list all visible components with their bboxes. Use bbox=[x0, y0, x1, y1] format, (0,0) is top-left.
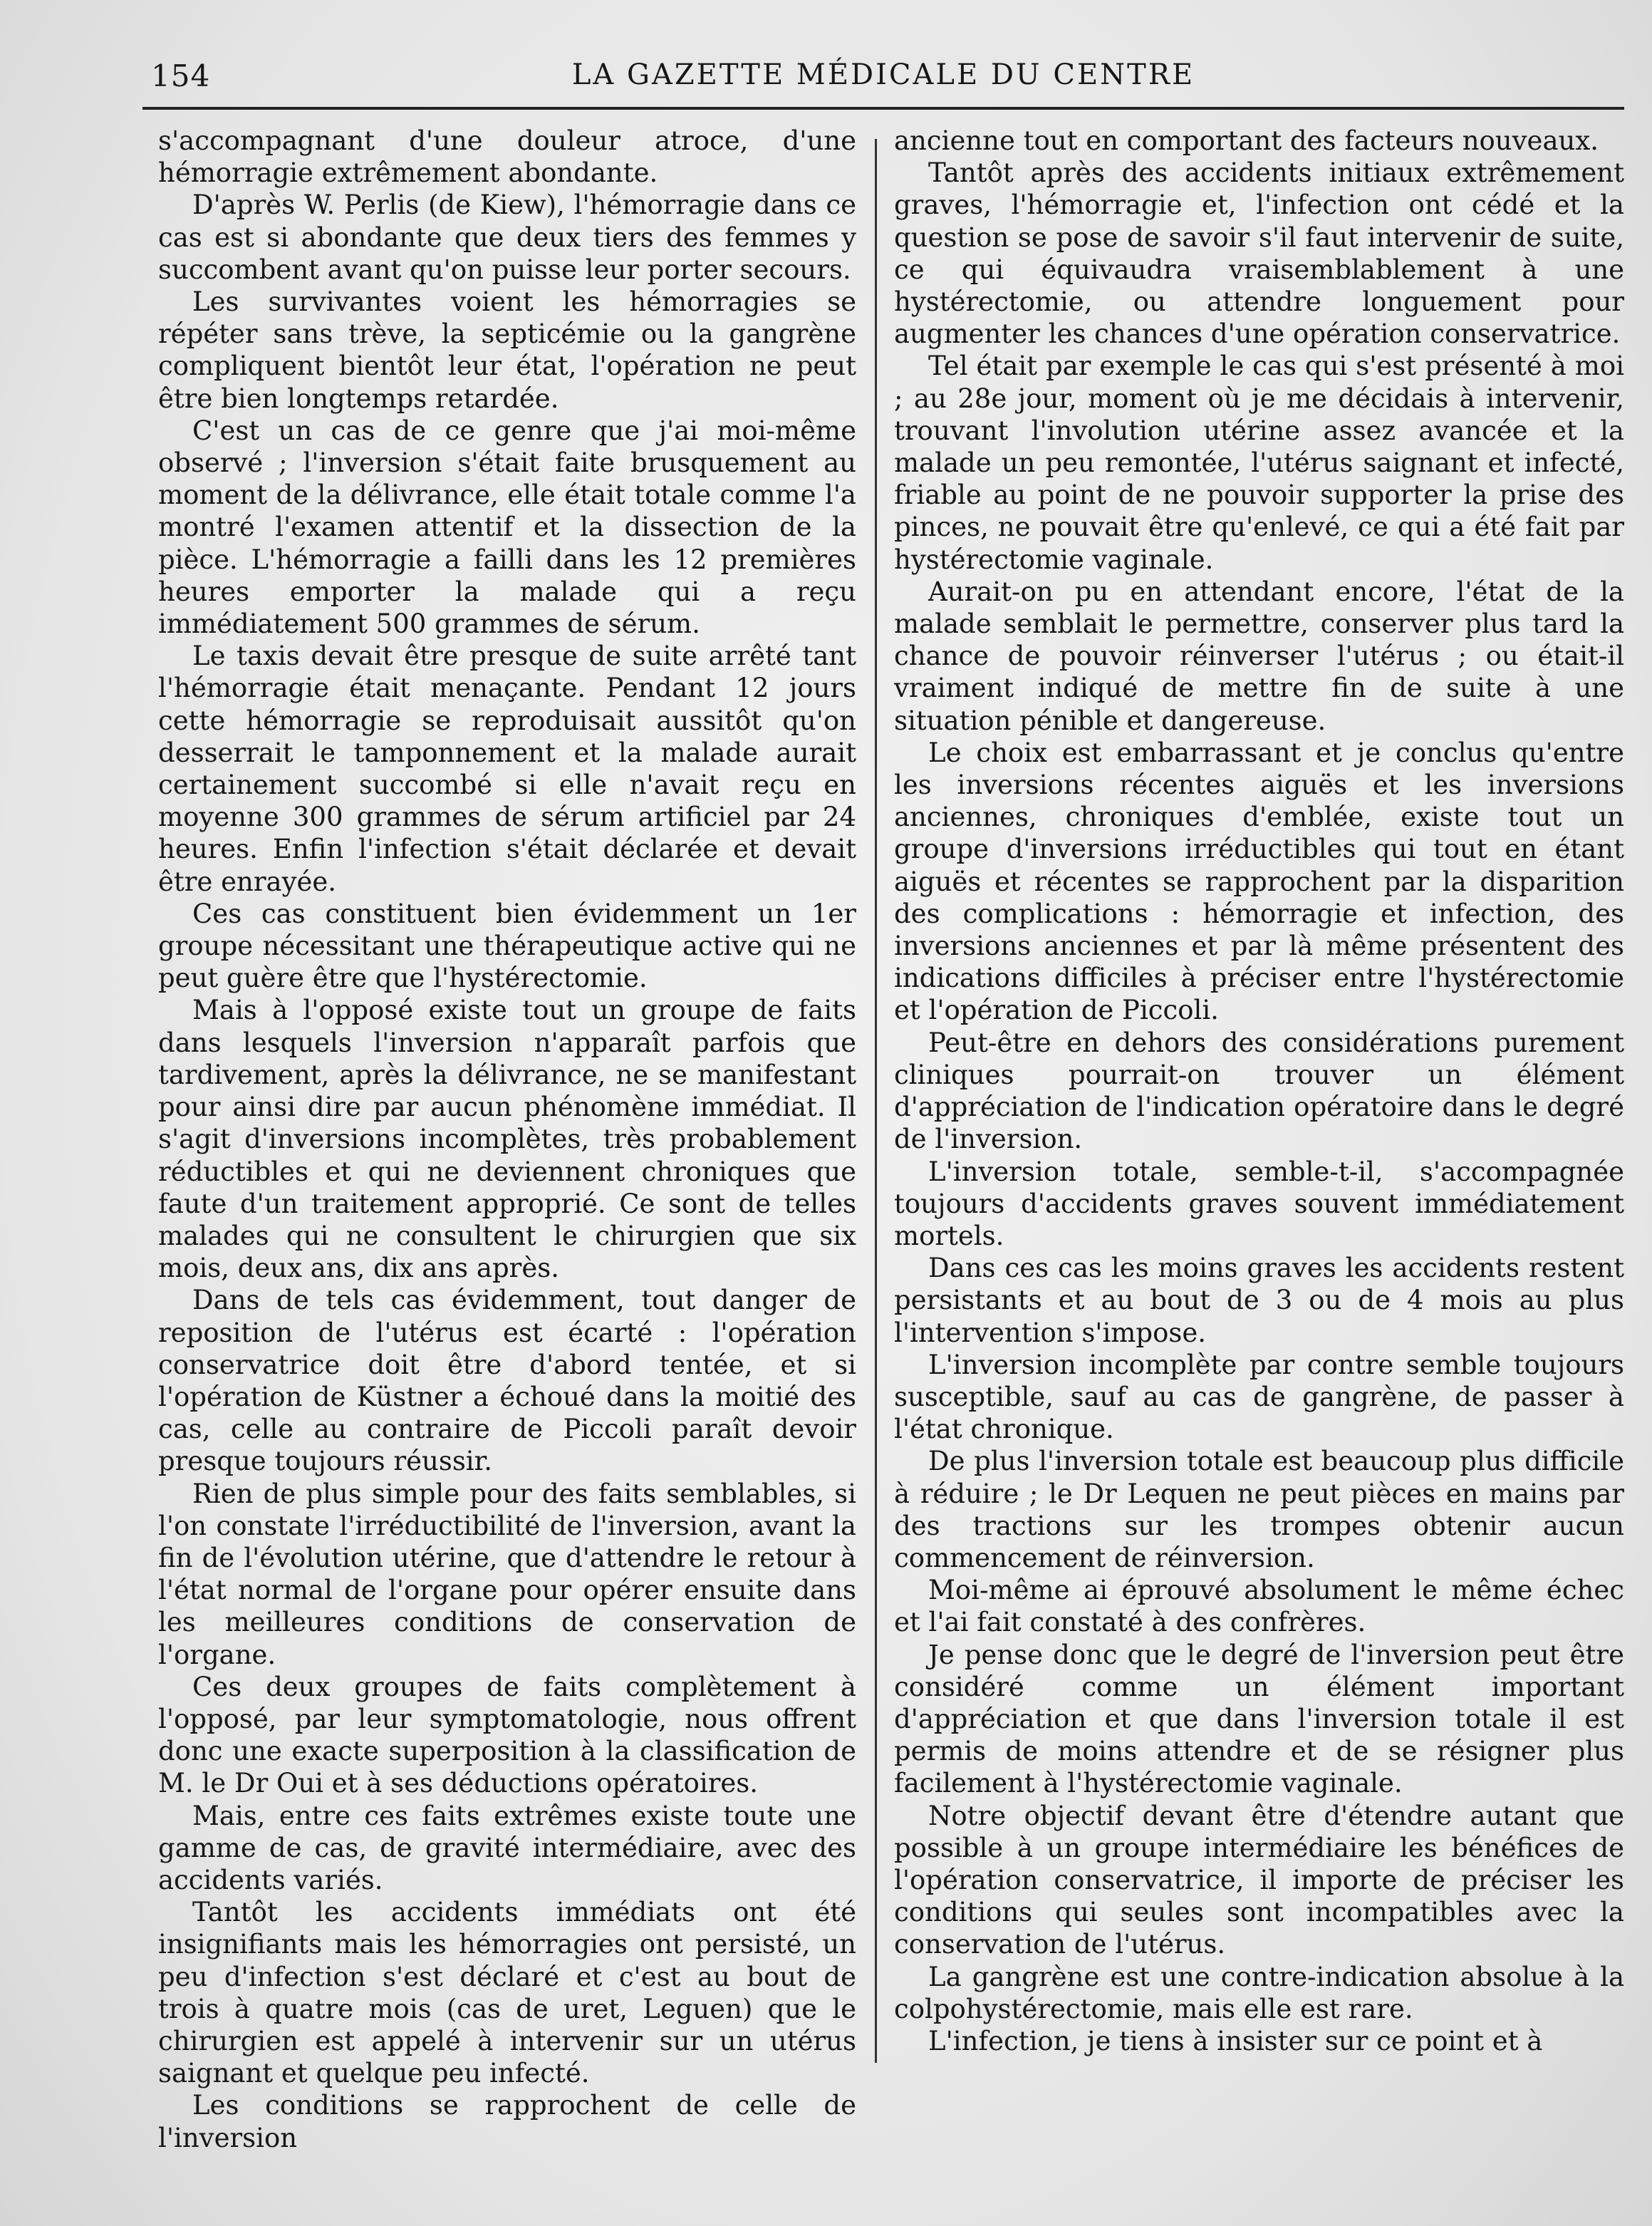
paragraph: Rien de plus simple pour des faits semblables, si l'on constate l'irréductibilité de l'inversion, avant la fin de l'évolution utérine, que d'attendre le retour à l'état normal de l'organe pour opérer ensuite dans les meilleures conditions de conservation de l'organe. bbox=[158, 1478, 856, 1670]
paragraph: Le taxis devait être presque de suite arrêté tant l'hémorragie était menaçante. Pendant 12 jours cette hémorragie se reproduisait aussitôt qu'on desserrait le tamponnement et la malade aurait certainement succombé si elle n'avait reçu en moyenne 300 grammes de sérum artificiel par 24 heures. Enfin l'infection s'était déclarée et devait être enrayée. bbox=[158, 641, 856, 897]
paragraph: Le choix est embarrassant et je conclus qu'entre les inversions récentes aiguës et les inversions anciennes, chroniques d'emblée, existe tout un groupe d'inversions irréductibles qui tout en étant aiguës et récentes se rapprochent par la disparition des complications : hémorragie et infection, des inversions anciennes et par là même présentent des indications difficiles à préciser entre l'hystérectomie et l'opération de Piccoli. bbox=[894, 737, 1624, 1026]
paragraph: C'est un cas de ce genre que j'ai moi-même observé ; l'inversion s'était faite brusquement au moment de la délivrance, elle était totale comme l'a montré l'examen attentif et la dissection de la pièce. L'hémorragie a failli dans les 12 premières heures emporter la malade qui a reçu immédiatement 500 grammes de sérum. bbox=[158, 415, 856, 640]
paragraph: L'infection, je tiens à insister sur ce point et à bbox=[928, 2025, 1543, 2056]
paragraph: Je pense donc que le degré de l'inversion peut être considéré comme un élément important d'appréciation et que dans l'inversion totale il est permis de moins attendre et de se résigner plus facilement à l'hystérectomie vaginale. bbox=[894, 1639, 1624, 1799]
paragraph: L'inversion totale, semble-t-il, s'accompagnée toujours d'accidents graves souvent immédiatement mortels. bbox=[894, 1156, 1624, 1251]
paragraph: Ces cas constituent bien évidemment un 1er groupe nécessitant une thérapeutique active qui ne peut guère être que l'hystérectomie. bbox=[158, 898, 856, 994]
paragraph: Aurait-on pu en attendant encore, l'état de la malade semblait le permettre, conserver plus tard la chance de pouvoir réinverser l'utérus ; ou était-il vraiment indiqué de mettre fin de suite à une situation pénible et dangereuse. bbox=[894, 576, 1624, 736]
left-column bbox=[158, 125, 856, 2153]
paragraph: De plus l'inversion totale est beaucoup plus difficile à réduire ; le Dr Lequen ne peut pièces en mains par des tractions sur les trompes obtenir aucun commencement de réinversion. bbox=[894, 1446, 1624, 1573]
paragraph: Dans de tels cas évidemment, tout danger de reposition de l'utérus est écarté : l'opération conservatrice doit être d'abord tentée, et si l'opération de Küstner a échoué dans la moitié des cas, celle au contraire de Piccoli paraît devoir presque toujours réussir. bbox=[158, 1285, 856, 1477]
paragraph: Les conditions se rapprochent de celle de l'inversion bbox=[158, 2090, 856, 2153]
column-divider bbox=[875, 139, 877, 2063]
paragraph: Moi-même ai éprouvé absolument le même échec et l'ai fait constaté à des confrères. bbox=[894, 1575, 1624, 1638]
right-column bbox=[894, 125, 1624, 2070]
paragraph: Tantôt après des accidents initiaux extrêmement graves, l'hémorragie et, l'infection ont cédé et la question se pose de savoir s'il faut intervenir de suite, ce qui équivaudra vraisemblablement à une hystérectomie, ou attendre longuement pour augmenter les chances d'une opération conservatrice. bbox=[894, 157, 1624, 350]
paragraph: La gangrène est une contre-indication absolue à la colpohystérectomie, mais elle est rare. bbox=[894, 1961, 1624, 2024]
journal-title: LA GAZETTE MÉDICALE DU CENTRE bbox=[571, 58, 1195, 91]
paragraph: Notre objectif devant être d'étendre autant que possible à un groupe intermédiaire les bénéfices de l'opération conservatrice, il importe de préciser les conditions qui seules sont incompatibles avec la conservation de l'utérus. bbox=[894, 1800, 1624, 1960]
paragraph: s'accompagnant d'une douleur atroce, d'une hémorragie extrêmement abondante. bbox=[158, 125, 856, 189]
page-number: 154 bbox=[151, 58, 211, 93]
paragraph: Tel était par exemple le cas qui s'est présenté à moi ; au 28e jour, moment où je me décidais à intervenir, trouvant l'involution utérine assez avancée et la malade un peu remontée, l'utérus saignant et infecté, friable au point de ne pouvoir supporter la prise des pinces, ne pouvait être qu'enlevé, ce qui a été fait par hystérectomie vaginale. bbox=[894, 351, 1624, 575]
paragraph: ancienne tout en comportant des facteurs nouveaux. bbox=[894, 125, 1599, 156]
paragraph: Mais, entre ces faits extrêmes existe toute une gamme de cas, de gravité intermédiaire, avec des accidents variés. bbox=[158, 1800, 856, 1895]
paragraph: L'inversion incomplète par contre semble toujours susceptible, sauf au cas de gangrène, de passer à l'état chronique. bbox=[894, 1349, 1624, 1445]
paragraph: Ces deux groupes de faits complètement à l'opposé, par leur symptomatologie, nous offrent donc une exacte superposition à la classification de M. le Dr Oui et à ses déductions opératoires. bbox=[158, 1671, 856, 1799]
paragraph: Dans ces cas les moins graves les accidents restent persistants et au bout de 3 ou de 4 mois au plus l'intervention s'impose. bbox=[894, 1253, 1624, 1348]
paragraph: Mais à l'opposé existe tout un groupe de faits dans lesquels l'inversion n'apparaît parfois que tardivement, après la délivrance, ne se manifestant pour ainsi dire par aucun phénomène immédiat. Il s'agit d'inversions incomplètes, très probablement réductibles et qui ne deviennent chroniques que faute d'un traitement approprié. Ce sont de telles malades qui ne consultent le chirurgien que six mois, deux ans, dix ans après. bbox=[158, 995, 856, 1284]
header-rule bbox=[142, 107, 1624, 110]
paragraph: Tantôt les accidents immédiats ont été insignifiants mais les hémorragies ont persisté, un peu d'infection s'est déclaré et c'est au bout de trois à quatre mois (cas de uret, Leguen) que le chirurgien est appelé à intervenir sur un utérus saignant et quelque peu infecté. bbox=[158, 1897, 856, 2089]
paragraph: Les survivantes voient les hémorragies se répéter sans trève, la septicémie ou la gangrène compliquent bientôt leur état, l'opération ne peut être bien longtemps retardée. bbox=[158, 286, 856, 414]
paragraph: Peut-être en dehors des considérations purement cliniques pourrait-on trouver un élément d'appréciation de l'indication opératoire dans le degré de l'inversion. bbox=[894, 1027, 1624, 1155]
paragraph: D'après W. Perlis (de Kiew), l'hémorragie dans ce cas est si abondante que deux tiers des femmes y succombent avant qu'on puisse leur porter secours. bbox=[158, 190, 856, 285]
page-header bbox=[142, 58, 1624, 101]
